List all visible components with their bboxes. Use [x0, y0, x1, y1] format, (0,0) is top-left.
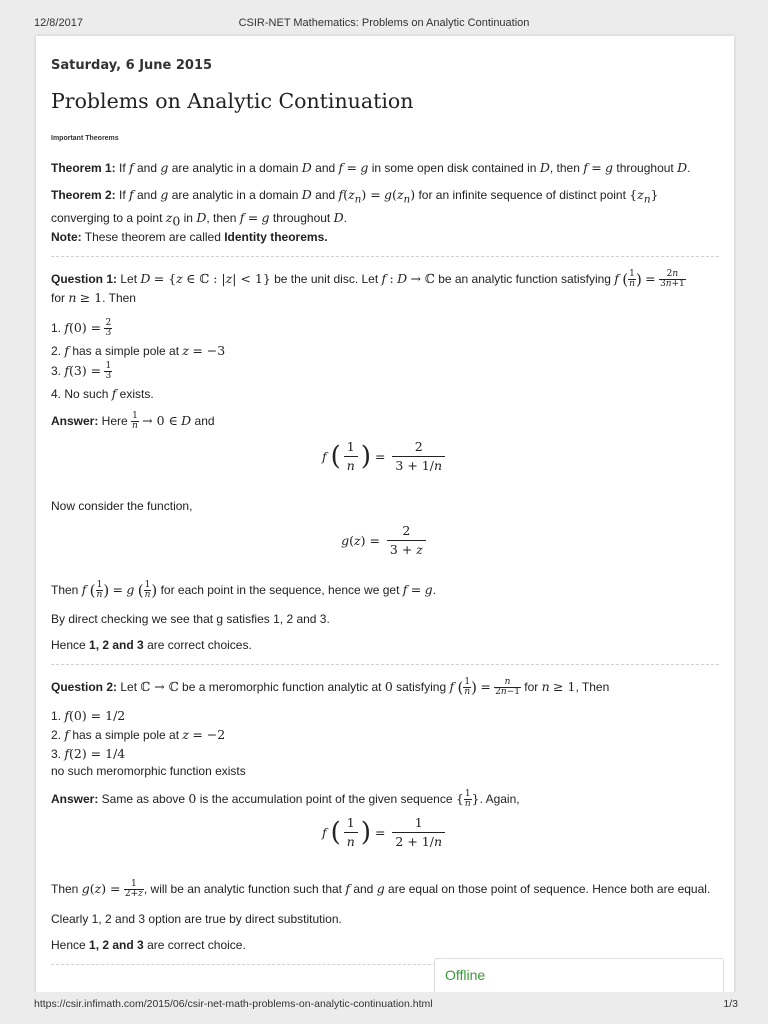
- page-url: https://csir.infimath.com/2015/06/csir-net-math-problems-on-analytic-continuation.html: [34, 998, 433, 1010]
- question-2: Question 2: Let ℂ → ℂ be a meromorphic function analytic at 0 satisfying f ( $\frac{1}{n}$ ) = $\frac{n}{2n-1}$ for n ≥ 1, Then: [51, 677, 610, 698]
- q2-clearly-text: Clearly 1, 2 and 3 option are true by direct substitution.: [51, 912, 342, 926]
- print-footer: [0, 992, 768, 1024]
- print-document-title: CSIR-NET Mathematics: Problems on Analytic Continuation: [238, 17, 530, 29]
- theorem-2: Theorem 2: If f and g are analytic in a domain D and $f(z_n) = g(z_n)$ for an infinite sequence of distinct point $\{z_n\}$ converging to a point $z_0$ in D, then f = g throughout D.: [51, 187, 659, 228]
- q2-option-2: 2. f has a simple pole at z = −2: [51, 727, 226, 742]
- question-1-label: Question 1:: [51, 272, 118, 286]
- question-1-answer: Answer: Here $\frac{1}{n}$ → 0 ∈ D and: [51, 411, 215, 432]
- theorem-1-label: Theorem 1:: [51, 161, 116, 175]
- section-label: Important Theorems: [51, 135, 119, 142]
- q2-option-1: 1. f(0) = 1/2: [51, 708, 126, 723]
- q1-answer-label: Answer:: [51, 414, 99, 428]
- section-divider: [51, 964, 451, 965]
- q2-equation-f: f ( $\frac{1}{n}$ ) = $\frac{1}{2 + 1/n}$: [51, 814, 719, 851]
- note-text: These theorem are called: [84, 230, 221, 244]
- post-date: Saturday, 6 June 2015: [51, 58, 213, 73]
- q2-option-3: 3. f(2) = 1/4: [51, 746, 126, 761]
- question-2-label: Question 2:: [51, 680, 118, 694]
- print-date: 12/8/2017: [34, 17, 83, 29]
- theorem-1: Theorem 1: If f and g are analytic in a domain D and f = g in some open disk contained in D, then f = g throughout D.: [51, 160, 691, 175]
- q1-equation-g: g(z) = $\frac{2}{3 + z}$: [51, 522, 719, 559]
- post-title: Problems on Analytic Continuation: [51, 89, 414, 113]
- q2-hence: Hence: [51, 938, 86, 952]
- q1-hence-suffix: are correct choices.: [147, 638, 252, 652]
- offline-badge: [434, 958, 724, 994]
- q1-option-4: 4. No such f exists.: [51, 386, 154, 401]
- q1-then-line: Then f ( $\frac{1}{n}$ ) = g ( $\frac{1}{n}$ ) for each point in the sequence, hence we get f = g.: [51, 580, 436, 601]
- q1-option-1: 1. f(0) = $\frac{2}{3}$: [51, 318, 112, 339]
- page-number: 1/3: [723, 998, 738, 1010]
- question-2-answer: Answer: Same as above 0 is the accumulation point of the given sequence { $\frac{1}{n}$ }. Again,: [51, 789, 520, 810]
- q1-hence: Hence: [51, 638, 86, 652]
- q1-equation-f: f ( $\frac{1}{n}$ ) = $\frac{2}{3 + 1/n}$: [51, 438, 719, 475]
- question-1: Question 1: Let D = {z ∈ ℂ : |z| < 1} be the unit disc. Let f : D → ℂ be an analytic function satisfying f ( $\frac{1}{n}$ ) = $\frac{2n}{3n+1}$ for n ≥ 1. Then: [51, 269, 685, 306]
- q1-option-2: 2. f has a simple pole at z = −3: [51, 343, 226, 358]
- q2-hence-bold: 1, 2 and 3: [89, 938, 144, 952]
- identity-note: [51, 229, 719, 246]
- q2-then-line: Then g(z) = $\frac{1}{2+z}$ , will be an analytic function such that f and g are equal on those point of sequence. Hence both are equal.: [51, 879, 711, 900]
- q2-conclusion: [51, 937, 246, 954]
- note-bold: Identity theorems.: [224, 230, 328, 244]
- q2-hence-suffix: are correct choice.: [147, 938, 246, 952]
- print-header: [0, 0, 768, 30]
- theorem-2-label: Theorem 2:: [51, 188, 116, 202]
- q1-conclusion: [51, 637, 252, 654]
- offline-badge-text: Offline: [445, 967, 486, 983]
- article-page: [36, 36, 734, 994]
- q1-consider-text: Now consider the function,: [51, 499, 193, 513]
- q1-hence-bold: 1, 2 and 3: [89, 638, 144, 652]
- q1-checking-text: By direct checking we see that g satisfies 1, 2 and 3.: [51, 612, 330, 626]
- note-label: Note:: [51, 230, 82, 244]
- q2-option-4: no such meromorphic function exists: [51, 764, 246, 778]
- section-divider: [51, 664, 719, 665]
- q2-answer-label: Answer:: [51, 792, 99, 806]
- q1-option-3: 3. f(3) = $\frac{1}{3}$: [51, 361, 112, 382]
- section-divider: [51, 256, 719, 257]
